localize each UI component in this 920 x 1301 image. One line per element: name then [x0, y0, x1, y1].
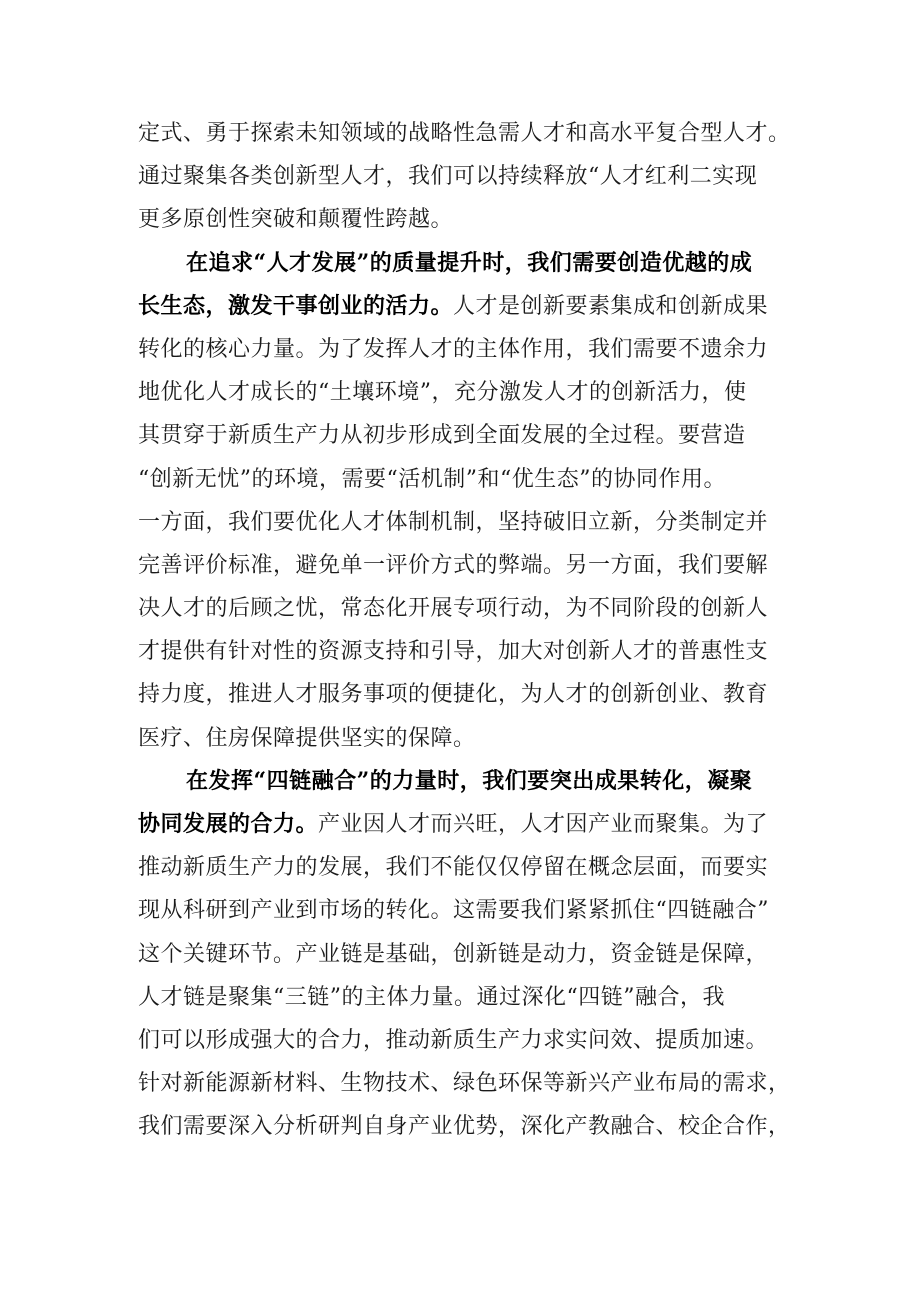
- text-line: [138, 501, 788, 544]
- text-line: [138, 285, 788, 328]
- line-text: 地优化人才成长的“土壤环境”，充分激发人才的创新活力，使: [138, 380, 747, 406]
- text-line: [138, 328, 788, 371]
- text-line: [138, 587, 788, 630]
- text-line: [138, 1019, 788, 1062]
- text-line: [138, 889, 788, 932]
- line-bold-text: 协同发展的合力。: [138, 811, 319, 837]
- text-line: [138, 1105, 791, 1148]
- text-line: [138, 544, 788, 587]
- line-text: 推动新质生产力的发展，我们不能仅仅停留在概念层面，而要实: [138, 855, 769, 881]
- text-line: [138, 846, 788, 889]
- line-text: 医疗、住房保障提供坚实的保障。: [138, 725, 476, 751]
- text-line: [138, 630, 788, 673]
- text-line: [138, 717, 788, 760]
- text-line: [138, 673, 788, 716]
- text-line: [138, 371, 788, 414]
- line-bold-text: 在发挥“四链融合”的力量时，我们要突出成果转化，凝聚: [186, 767, 753, 794]
- line-text: 定式、勇于探索未知领域的战略性急需人才和高水平复合型人才。: [138, 121, 791, 146]
- line-text: 人才是创新要素集成和创新成果: [453, 293, 769, 319]
- text-line: [138, 414, 788, 457]
- line-text: 才提供有针对性的资源支持和引导，加大对创新人才的普惠性支: [138, 639, 769, 665]
- line-text: 决人才的后顾之忧，常态化开展专项行动，为不同阶段的创新人: [138, 596, 769, 622]
- document-body: [138, 112, 791, 1149]
- line-text: 完善评价标准，避免单一评价方式的弊端。另一方面，我们要解: [138, 552, 769, 578]
- text-line: [138, 933, 788, 976]
- line-bold-text: 在追求“人才发展”的质量提升时，我们需要创造优越的成: [186, 249, 753, 276]
- line-text: 我们需要深入分析研判自身产业优势，深化产教融合、校企合作，: [138, 1114, 791, 1140]
- text-line: [138, 803, 788, 846]
- text-line: [138, 760, 788, 803]
- text-line: [138, 458, 788, 501]
- line-text: 这个关键环节。产业链是基础，创新链是动力，资金链是保障，: [138, 941, 769, 967]
- line-text: 人才链是聚集“三链”的主体力量。通过深化“四链”融合，我: [138, 984, 725, 1010]
- line-text: 一方面，我们要优化人才体制机制，坚持破旧立新，分类制定并: [138, 509, 769, 535]
- text-line: [138, 1062, 791, 1105]
- line-text: 现从科研到产业到市场的转化。这需要我们紧紧抓住“四链融合”: [138, 898, 769, 924]
- text-line: [138, 198, 788, 241]
- line-text: “创新无忧”的环境，需要“活机制”和“优生态”的协同作用。: [138, 466, 726, 492]
- line-text: 更多原创性突破和颠覆性跨越。: [138, 207, 454, 233]
- line-text: 转化的核心力量。为了发挥人才的主体作用，我们需要不遗余力: [138, 336, 769, 362]
- line-text: 其贯穿于新质生产力从初步形成到全面发展的全过程。要营造: [138, 423, 746, 449]
- line-text: 们可以形成强大的合力，推动新质生产力求实问效、提质加速。: [138, 1027, 769, 1053]
- line-text: 针对新能源新材料、生物技术、绿色环保等新兴产业布局的需求，: [138, 1071, 791, 1097]
- line-bold-text: 长生态，激发干事创业的活力。: [138, 292, 454, 319]
- text-line: [138, 155, 788, 198]
- line-text: 产业因人才而兴旺，人才因产业而聚集。为了: [318, 812, 769, 837]
- line-text: 持力度，推进人才服务事项的便捷化，为人才的创新创业、教育: [138, 682, 769, 708]
- text-line: [138, 112, 791, 155]
- text-line: [138, 976, 788, 1019]
- text-line: [138, 242, 788, 285]
- line-text: 通过聚集各类创新型人才，我们可以持续释放“人才红利二实现: [138, 164, 758, 190]
